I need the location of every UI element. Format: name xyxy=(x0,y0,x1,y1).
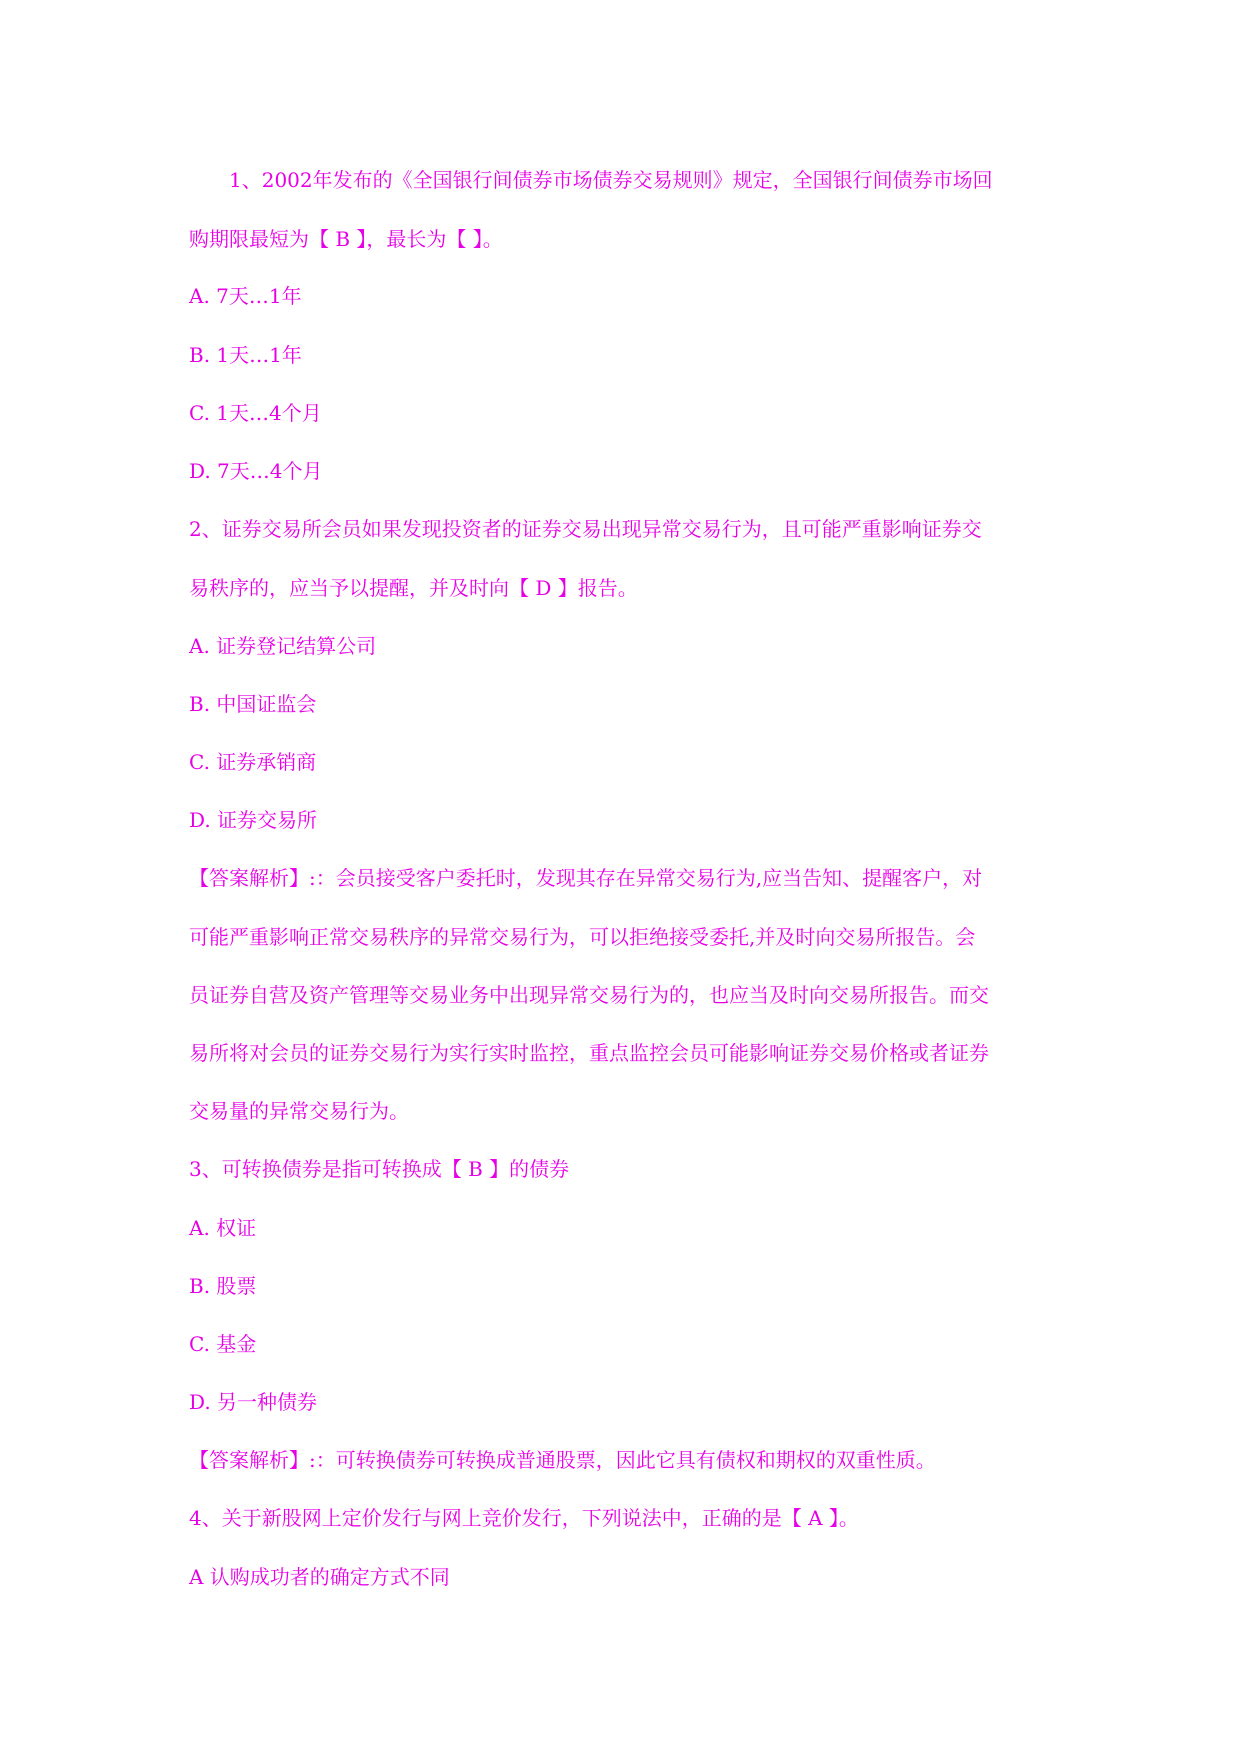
question-3-option-d: D. 另一种债券 xyxy=(189,1390,318,1414)
question-1-option-a: A. 7天…1年 xyxy=(189,284,302,308)
question-2-stem-line-2: 易秩序的，应当予以提醒，并及时向【 D 】报告。 xyxy=(189,576,638,600)
question-1-option-d: D. 7天…4个月 xyxy=(189,459,323,483)
question-4-stem: 4、关于新股网上定价发行与网上竞价发行，下列说法中，正确的是【 A 】。 xyxy=(189,1506,859,1530)
question-4-option-a: A 认购成功者的确定方式不同 xyxy=(189,1565,450,1589)
question-2-explanation-line-3: 员证券自营及资产管理等交易业务中出现异常交易行为的，也应当及时向交易所报告。而交 xyxy=(189,983,989,1007)
question-1-option-c: C. 1天…4个月 xyxy=(189,401,322,425)
question-3-explanation: 【答案解析】:：可转换债券可转换成普通股票，因此它具有债权和期权的双重性质。 xyxy=(189,1448,936,1472)
question-2-explanation-line-5: 交易量的异常交易行为。 xyxy=(189,1099,409,1123)
question-2-option-b: B. 中国证监会 xyxy=(189,692,317,716)
question-3-option-c: C. 基金 xyxy=(189,1332,257,1356)
question-1-option-b: B. 1天…1年 xyxy=(189,343,302,367)
question-2-option-a: A. 证券登记结算公司 xyxy=(189,634,377,658)
question-2-option-c: C. 证券承销商 xyxy=(189,750,317,774)
question-1-stem-line-2: 购期限最短为【 B 】，最长为【 】。 xyxy=(189,227,503,251)
question-2-explanation-line-2: 可能严重影响正常交易秩序的异常交易行为，可以拒绝接受委托,并及时向交易所报告。会 xyxy=(189,925,976,949)
question-1-stem-line-1: 1、2002年发布的《全国银行间债券市场债券交易规则》规定，全国银行间债券市场回 xyxy=(229,168,993,192)
question-3-stem: 3、可转换债券是指可转换成【 B 】的债券 xyxy=(189,1157,570,1181)
question-3-option-b: B. 股票 xyxy=(189,1274,257,1298)
question-2-option-d: D. 证券交易所 xyxy=(189,808,318,832)
question-2-stem-line-1: 2、证券交易所会员如果发现投资者的证券交易出现异常交易行为，且可能严重影响证券交 xyxy=(189,517,982,541)
question-2-explanation-line-4: 易所将对会员的证券交易行为实行实时监控，重点监控会员可能影响证券交易价格或者证券 xyxy=(189,1041,989,1065)
question-2-explanation-line-1: 【答案解析】:：会员接受客户委托时，发现其存在异常交易行为,应当告知、提醒客户，对 xyxy=(189,866,983,890)
question-3-option-a: A. 权证 xyxy=(189,1216,257,1240)
